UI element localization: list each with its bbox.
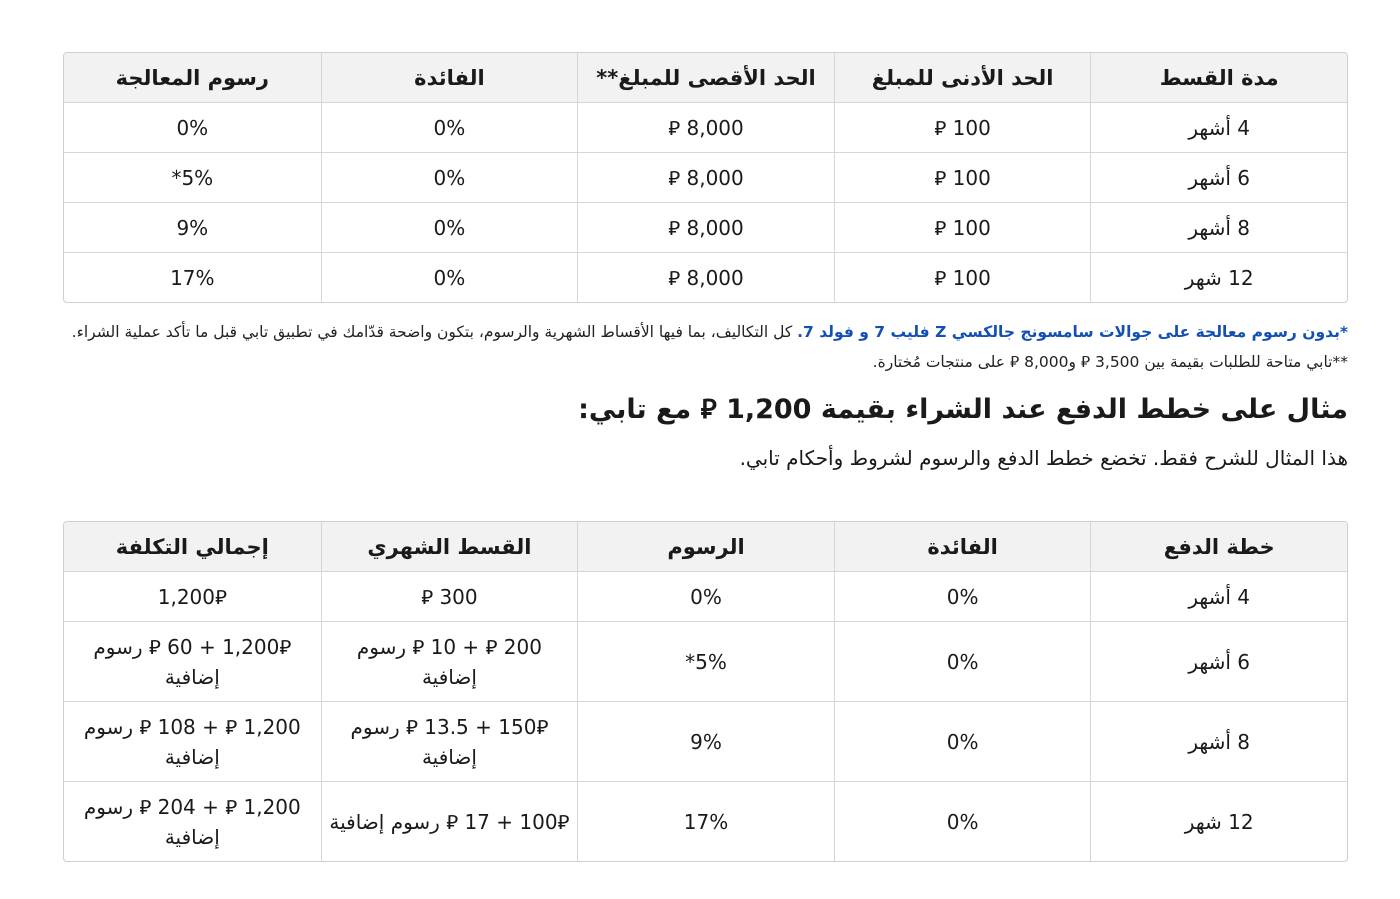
table-row — [64, 203, 1347, 253]
cell-processing-fee: 17% — [170, 265, 215, 290]
column-header-interest: الفائدة — [321, 53, 578, 103]
column-header-processing-fee: رسوم المعالجة — [64, 53, 321, 103]
cell-interest: 0% — [321, 203, 578, 253]
cell-max-amount: 8,000 ⃁ — [577, 103, 834, 153]
cell-period: 12 شهر — [1090, 253, 1347, 302]
table-header-row — [64, 53, 1347, 103]
cell-max-amount: 8,000 ⃁ — [577, 203, 834, 253]
page-content — [63, 52, 1348, 849]
plans-table-wrapper — [63, 521, 1348, 862]
installments-table — [63, 52, 1348, 303]
cell-min-amount: 100 ⃁ — [834, 103, 1091, 153]
cell-fees: 5%* — [577, 622, 834, 702]
cell-total-cost: 1,200⃁ + 60 ⃁ رسوم إضافية — [64, 622, 321, 702]
cell-interest: 0% — [321, 103, 578, 153]
cell-plan: 8 أشهر — [1090, 702, 1347, 782]
cell-period: 8 أشهر — [1090, 203, 1347, 253]
cell-interest: 0% — [834, 622, 1091, 702]
table-row — [64, 572, 1347, 622]
cell-interest: 0% — [834, 702, 1091, 782]
footnote-amount-range: **تابي متاحة للطلبات بقيمة بين 3,500 ⃁ و8,000 ⃁ على منتجات مُختارة. — [872, 353, 1348, 371]
column-header-max-amount: الحد الأقصى للمبلغ** — [577, 53, 834, 103]
cell-total-cost: 1,200 ⃁ + 204 ⃁ رسوم إضافية — [83, 794, 301, 849]
cell-min-amount: 100 ⃁ — [834, 203, 1091, 253]
cell-total-cost: 1,200 ⃁ + 108 ⃁ رسوم إضافية — [64, 702, 321, 782]
cell-max-amount: 8,000 ⃁ — [577, 253, 834, 302]
cell-min-amount: 100 ⃁ — [834, 253, 1091, 302]
cell-monthly-installment: 200 ⃁ + 10 ⃁ رسوم إضافية — [321, 622, 578, 702]
cell-interest: 0% — [834, 782, 1091, 861]
cell-processing-fee: 9% — [64, 203, 321, 253]
column-header-interest: الفائدة — [834, 522, 1091, 572]
column-header-monthly-installment: القسط الشهري — [321, 522, 578, 572]
table-row — [64, 782, 1347, 861]
cell-min-amount: 100 ⃁ — [834, 153, 1091, 203]
cell-monthly-installment: 100⃁ + 17 ⃁ رسوم إضافية — [321, 782, 578, 861]
cell-plan: 4 أشهر — [1090, 572, 1347, 622]
footnote-text: كل التكاليف، بما فيها الأقساط الشهرية والرسوم، بتكون واضحة قدّامك في تطبيق تابي قبل ما تأكد عملية الشراء. — [71, 323, 798, 341]
cell-max-amount: 8,000 ⃁ — [577, 153, 834, 203]
footnote-processing-fee — [63, 319, 1348, 345]
column-header-fees: الرسوم — [577, 522, 834, 572]
table-header-row — [64, 522, 1347, 572]
cell-period: 6 أشهر — [1090, 153, 1347, 203]
cell-fees: 17% — [577, 782, 834, 861]
cell-total-cost: 1,200⃁ — [64, 572, 321, 622]
table-row — [64, 622, 1347, 702]
cell-interest: 0% — [834, 572, 1091, 622]
table-row — [64, 103, 1347, 153]
cell-fees: 0% — [577, 572, 834, 622]
table-row — [64, 702, 1347, 782]
table-row — [64, 253, 1347, 302]
example-description: هذا المثال للشرح فقط. تخضع خطط الدفع والرسوم لشروط وأحكام تابي. — [739, 446, 1348, 470]
cell-monthly-installment: 300 ⃁ — [321, 572, 578, 622]
table-row — [64, 153, 1347, 203]
column-header-installment-period: مدة القسط — [1090, 53, 1347, 103]
cell-interest: 0% — [321, 153, 578, 203]
cell-processing-fee: 5%* — [64, 153, 321, 203]
cell-monthly-installment: 150⃁ + 13.5 ⃁ رسوم إضافية — [321, 702, 578, 782]
cell-processing-fee: 0% — [64, 103, 321, 153]
payment-plans-table — [63, 521, 1348, 862]
footnotes — [63, 319, 1348, 375]
cell-plan: 6 أشهر — [1090, 622, 1347, 702]
cell-plan: 12 شهر — [1090, 782, 1347, 861]
column-header-min-amount: الحد الأدنى للمبلغ — [834, 53, 1091, 103]
column-header-total-cost: إجمالي التكلفة — [64, 522, 321, 572]
column-header-payment-plan: خطة الدفع — [1090, 522, 1347, 572]
cell-fees: 9% — [577, 702, 834, 782]
footnote-highlight: *بدون رسوم معالجة على جوالات سامسونج جالكسي Z فليب 7 و فولد 7. — [797, 323, 1348, 341]
cell-period: 4 أشهر — [1090, 103, 1347, 153]
example-title: مثال على خطط الدفع عند الشراء بقيمة 1,200 ⃁ مع تابي: — [578, 394, 1348, 425]
cell-interest: 0% — [321, 253, 578, 302]
